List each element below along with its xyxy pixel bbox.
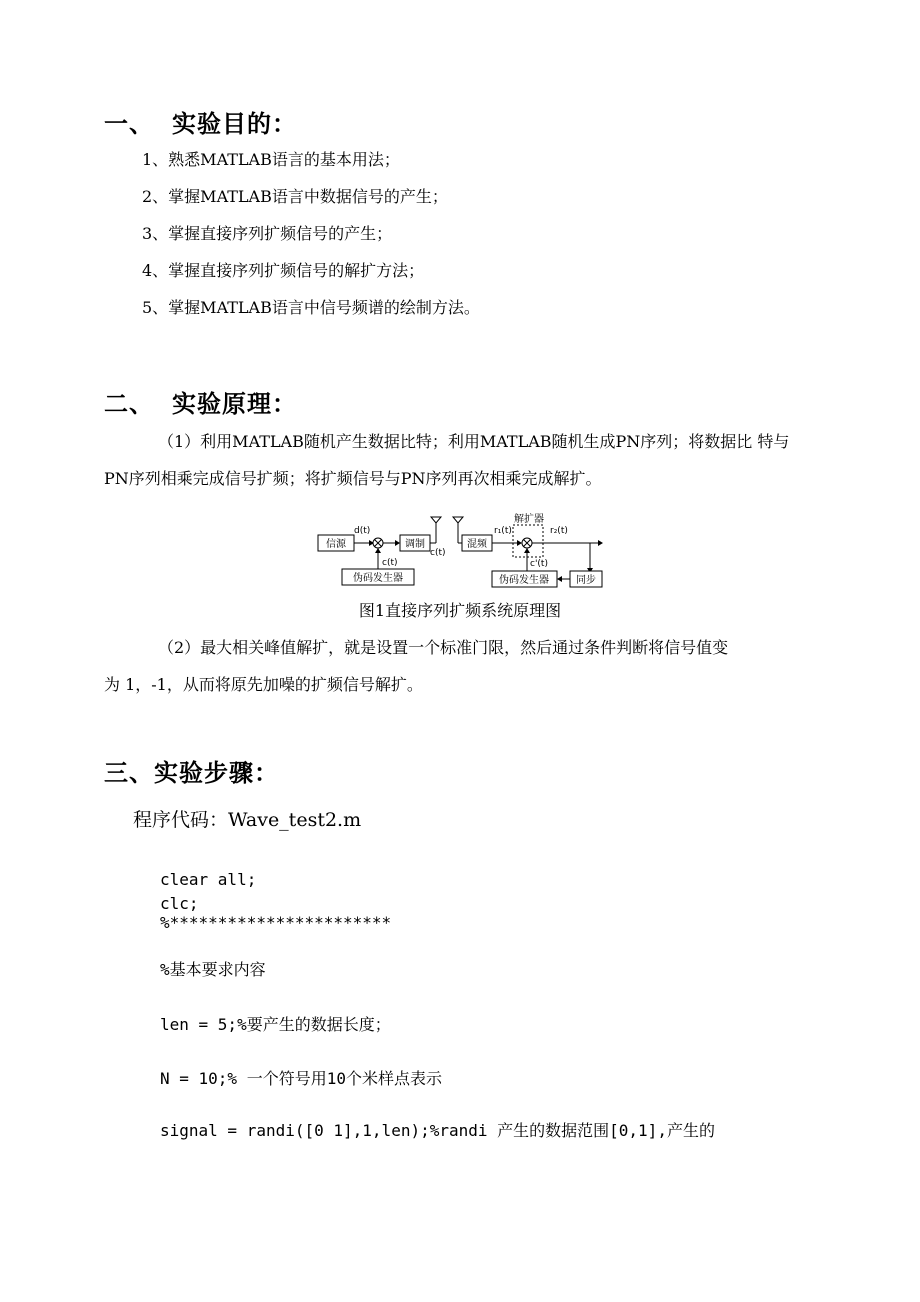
- code-line: %基本要求内容: [160, 960, 266, 979]
- code-line: len = 5;%要产生的数据长度；: [160, 1015, 391, 1034]
- objective-item: 5、掌握MATLAB语言中信号频谱的绘制方法。: [142, 298, 480, 317]
- principle-paragraph-2-line-2: 为 1，-1，从而将原先加噪的扩频信号解扩。: [104, 675, 423, 694]
- pn-generator-tx-label: 伪码发生器: [353, 573, 403, 584]
- code-line: signal = randi([0 1],1,len);%randi 产生的数据范围[0,1],产生的: [160, 1121, 715, 1140]
- dsss-system-diagram: [312, 513, 612, 593]
- sync-label: 同步: [576, 575, 596, 586]
- rt-label: r₁(t): [494, 526, 512, 536]
- figure-caption: 图1直接序列扩频系统原理图: [358, 601, 562, 620]
- code-heading: 程序代码：Wave_test2.m: [133, 809, 362, 831]
- principle-paragraph-1-line-2: PN序列相乘完成信号扩频；将扩频信号与PN序列再次相乘完成解扩。: [104, 469, 602, 488]
- pn-generator-rx-label: 伪码发生器: [499, 575, 549, 586]
- modulator-label: 调制: [405, 539, 425, 550]
- code-line: clear all;: [160, 870, 257, 889]
- source-label: 信源: [326, 539, 346, 550]
- rx-antenna-icon: [453, 517, 463, 523]
- code-line: N = 10;% 一个符号用10个米样点表示: [160, 1069, 442, 1088]
- objective-item: 2、掌握MATLAB语言中数据信号的产生；: [142, 187, 448, 206]
- objective-item: 1、熟悉MATLAB语言的基本用法；: [142, 150, 400, 169]
- objective-item: 4、掌握直接序列扩频信号的解扩方法；: [142, 261, 425, 280]
- ct-rx-label: c'(t): [530, 559, 548, 569]
- despreader-label: 解扩器: [514, 514, 544, 525]
- section-heading-steps: 三、实验步骤：: [104, 759, 279, 787]
- code-line: %***********************: [160, 913, 392, 932]
- ct-out-label: c(t): [430, 548, 446, 558]
- section-heading-objectives: 一、 实验目的：: [104, 110, 297, 138]
- dt-label: d(t): [354, 526, 371, 536]
- section-heading-principle: 二、 实验原理：: [104, 390, 297, 418]
- principle-paragraph-2-line-1: （2）最大相关峰值解扩，就是设置一个标准门限，然后通过条件判断将信号值变: [158, 638, 729, 657]
- mixer-label: 混频: [467, 539, 487, 550]
- objective-item: 3、掌握直接序列扩频信号的产生；: [142, 224, 393, 243]
- tx-antenna-icon: [431, 517, 441, 523]
- principle-paragraph-1-line-1: （1）利用MATLAB随机产生数据比特；利用MATLAB随机生成PN序列；将数据比 特与: [158, 432, 790, 451]
- rt2-label: r₂(t): [550, 526, 568, 536]
- code-line: clc;: [160, 894, 199, 913]
- ct-label: c(t): [382, 558, 398, 568]
